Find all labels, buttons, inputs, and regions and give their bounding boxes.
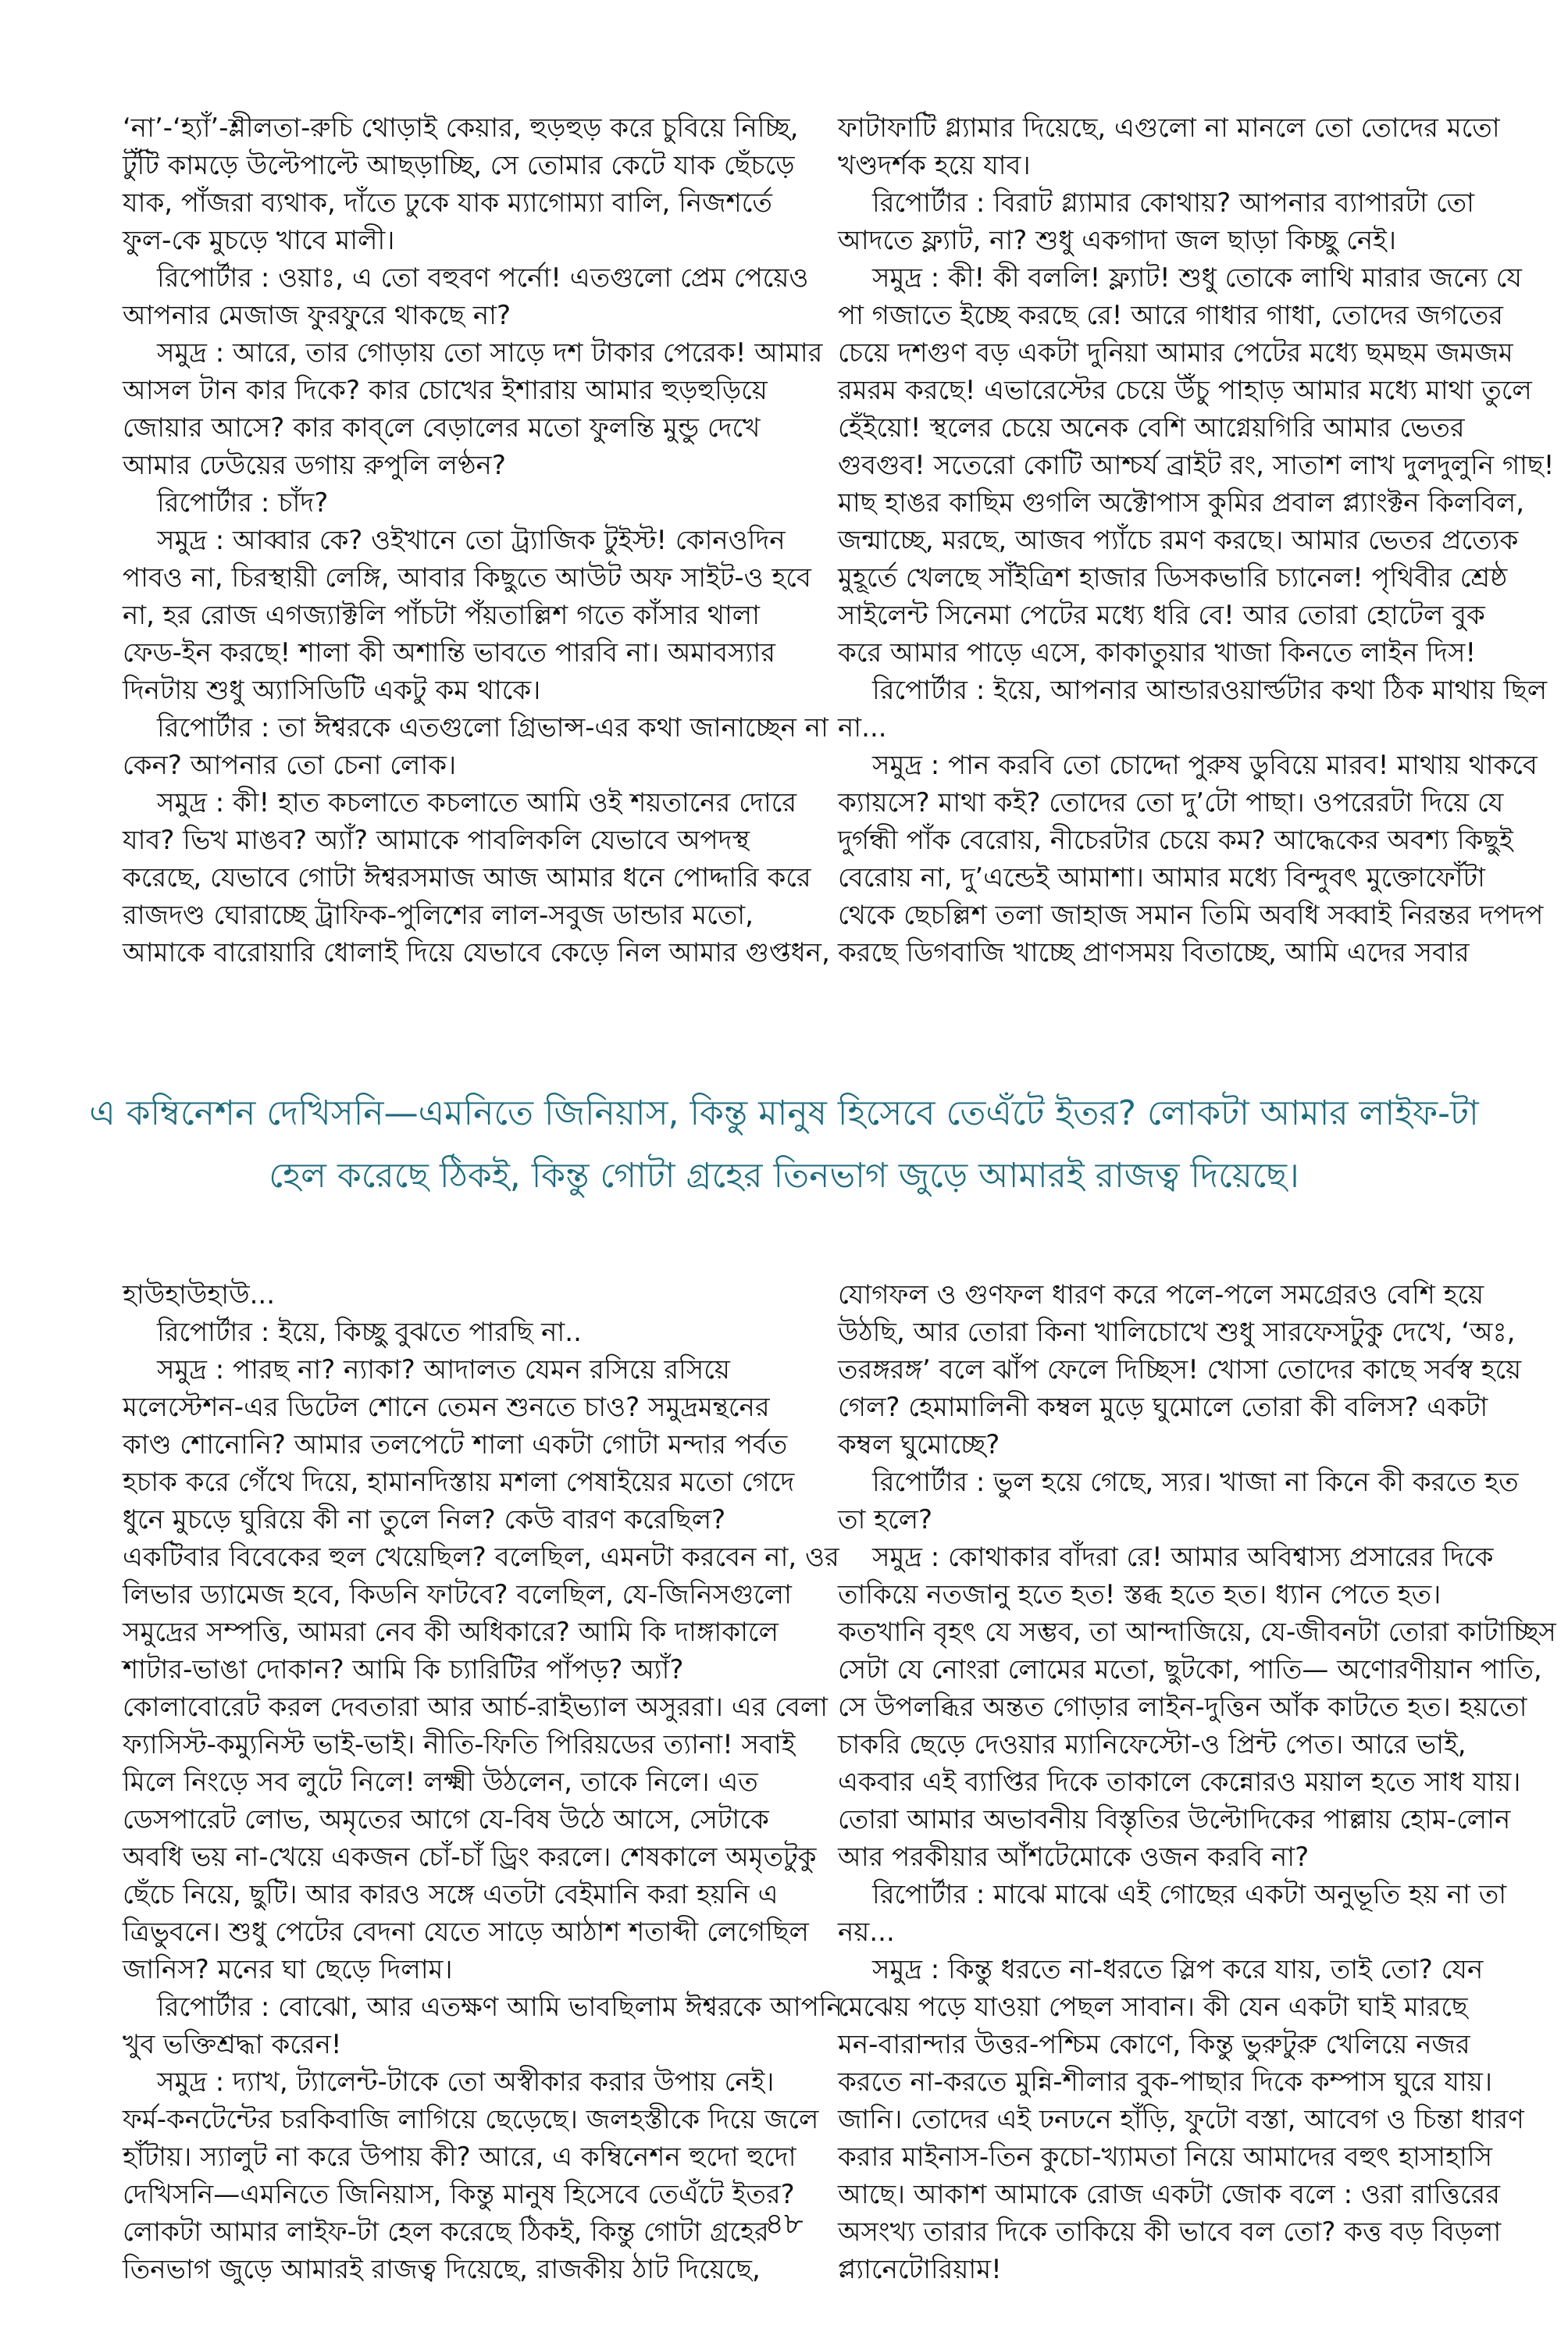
text-line: তিনভাগ জুড়ে আমারই রাজত্ব দিয়েছে, রাজকীয় ঠাট দিয়েছে,	[123, 2254, 761, 2285]
text-line: করে আমার পাড়ে এসে, কাকাতুয়ার খাজা কিনতে লাইন দিস!	[838, 637, 1477, 669]
text-line: ফেড-ইন করছে! শালা কী অশান্তি ভাবতে পারবি না। অমাবস্যার	[123, 637, 775, 669]
text-line: লিভার ড্যামেজ হবে, কিডনি ফাটবে? বলেছিল, যে-জিনিসগুলো	[123, 1579, 792, 1610]
text-line: তা হলে?	[838, 1504, 933, 1535]
text-line: রিপোর্টার : ওয়াঃ, এ তো বহুবণ পর্নো! এতগুলো প্রেম পেয়েও	[157, 262, 809, 294]
text-line: মাছ হাঙর কাছিম গুগলি অক্টোপাস কুমির প্রবাল প্ল্যাংক্টন কিলবিল,	[838, 487, 1525, 519]
text-line: কেন? আপনার তো চেনা লোক।	[123, 750, 457, 781]
text-line: করেছে, যেভাবে গোটা ঈশ্বরসমাজ আজ আমার ধনে পোদ্দারি করে	[123, 862, 811, 893]
text-line: ছেঁচে নিয়ে, ছুটি। আর কারও সঙ্গে এতটা বেইমানি করা হয়নি এ	[123, 1879, 779, 1910]
text-line: খুব ভক্তিশ্রদ্ধা করেন!	[123, 2029, 342, 2060]
top-text-section	[0, 109, 1568, 972]
text-line: জানিস? মনের ঘা ছেড়ে দিলাম।	[123, 1954, 453, 1985]
text-line: সমুদ্র : কিন্তু ধরতে না-ধরতে স্লিপ করে যায়, তাই তো? যেন	[872, 1954, 1484, 1985]
text-line: রমরম করছে! এভারেস্টের চেয়ে উঁচু পাহাড় আমার মধ্যে মাথা তুলে	[838, 375, 1532, 406]
text-line: টুঁটি কামড়ে উল্টেপাল্টে আছড়াচ্ছি, সে তোমার কেটে যাক ছেঁচড়ে	[123, 150, 795, 181]
text-line: দিনটায় শুধু অ্যাসিডিটি একটু কম থাকে।	[123, 675, 541, 706]
text-line: মন-বারান্দার উত্তর-পশ্চিম কোণে, কিন্তু ভুরুটুরু খেলিয়ে নজর	[838, 2029, 1470, 2060]
text-line: পাবও না, চিরস্থায়ী লেঙ্গি, আবার কিছুতে আউট অফ সাইট-ও হবে	[123, 562, 811, 594]
text-line: রিপোর্টার : ভুল হয়ে গেছে, স্যর। খাজা না কিনে কী করতে হত	[872, 1467, 1519, 1498]
text-line: আদতে ফ্ল্যাট, না? শুধু একগাদা জল ছাড়া কিচ্ছু নেই।	[838, 225, 1396, 256]
text-line: রিপোর্টার : বোঝো, আর এতক্ষণ আমি ভাবছিলাম ঈশ্বরকে আপনি	[157, 1992, 843, 2023]
text-line: একবার এই ব্যাপ্তির দিকে তাকালে কেন্নোরও ময়াল হতে সাধ যায়।	[838, 1767, 1521, 1798]
text-line: গুবগুব! সতেরো কোটি আশ্চর্য ব্রাইট রং, সাতাশ লাখ দুলদুলুনি গাছ!	[838, 450, 1555, 481]
text-line: জন্মাচ্ছে, মরছে, আজব প্যাঁচে রমণ করছে। আমার ভেতর প্রত্যেক	[838, 525, 1519, 556]
pull-quote	[0, 1082, 1568, 1207]
text-line: করতে না-করতে মুন্নি-শীলার বুক-পাছার দিকে কম্পাস ঘুরে যায়।	[838, 2067, 1493, 2098]
text-line: আছে। আকাশ আমাকে রোজ একটা জোক বলে : ওরা রাত্তিরের	[838, 2179, 1500, 2210]
text-line: কতখানি বৃহৎ যে সম্ভব, তা আন্দাজিয়ে, যে-জীবনটা তোরা কাটাচ্ছিস	[838, 1617, 1556, 1648]
text-line: তোরা আমার অভাবনীয় বিস্তৃতির উল্টোদিকের পাল্লায় হোম-লোন	[838, 1804, 1511, 1835]
text-line: তাকিয়ে নতজানু হতে হত! স্তব্ধ হতে হত। ধ্যান পেতে হত।	[838, 1579, 1441, 1610]
text-line: মেঝেয় পড়ে যাওয়া পেছল সাবান। কী যেন একটা ঘাই মারছে	[838, 1992, 1468, 2023]
text-line: শাটার-ভাঙা দোকান? আমি কি চ্যারিটির পাঁপড়? অ্যাঁ?	[123, 1654, 684, 1685]
text-line: কাণ্ড শোনোনি? আমার তলপেটে শালা একটা গোটা মন্দার পর্বত	[123, 1429, 788, 1460]
text-line: ফাটাফাটি গ্ল্যামার দিয়েছে, এগুলো না মানলে তো তোদের মতো	[838, 112, 1500, 144]
text-line: হচাক করে গেঁথে দিয়ে, হামানদিস্তায় মশলা পেষাইয়ের মতো গেদে	[123, 1467, 795, 1498]
text-line: উঠছি, আর তোরা কিনা খালিচোখে শুধু সারফেসটুকু দেখে, ‘অঃ,	[838, 1317, 1516, 1348]
text-line: গেল? হেমামালিনী কম্বল মুড়ে ঘুমোলে তোরা কী বলিস? একটা	[838, 1392, 1488, 1423]
text-line: কোলাবোরেট করল দেবতারা আর আর্চ-রাইভ্যাল অসুররা। এর বেলা	[123, 1692, 829, 1723]
text-line: মুহূর্তে খেলছে সাঁইত্রিশ হাজার ডিসকভারি চ্যানেল! পৃথিবীর শ্রেষ্ঠ	[838, 562, 1508, 594]
text-line: চাকরি ছেড়ে দেওয়ার ম্যানিফেস্টো-ও প্রিন্ট পেত। আরে ভাই,	[838, 1729, 1466, 1760]
text-line: আমার ঢেউয়ের ডগায় রুপুলি লণ্ঠন?	[123, 450, 506, 481]
text-line: মিলে নিংড়ে সব লুটে নিলে! লক্ষ্মী উঠলেন, তাকে নিলে। এত	[123, 1767, 758, 1798]
text-line: না, হর রোজ এগজ্যাক্টলি পাঁচটা পঁয়তাল্লিশ গতে কাঁসার থালা	[123, 600, 760, 631]
text-line: সাইলেন্ট সিনেমা পেটের মধ্যে ধরি বে! আর তোরা হোটেল বুক	[838, 600, 1485, 631]
page-number: ৪৮	[764, 2206, 804, 2241]
text-line: জানি। তোদের এই ঢনঢনে হাঁড়ি, ফুটো বস্তা, আবেগ ও চিন্তা ধারণ	[838, 2104, 1524, 2135]
text-line: সমুদ্র : পান করবি তো চোদ্দো পুরুষ ডুবিয়ে মারব! মাথায় থাকবে	[872, 750, 1538, 781]
text-line: রাজদণ্ড ঘোরাচ্ছে ট্রাফিক-পুলিশের লাল-সবুজ ডান্ডার মতো,	[123, 900, 754, 931]
text-line: থেকে ছেচল্লিশ তলা জাহাজ সমান তিমি অবধি সব্বাই নিরন্তর দপদপ	[838, 900, 1544, 931]
text-line: না...	[838, 712, 887, 744]
text-line: ফুল-কে মুচড়ে খাবে মালী।	[123, 225, 395, 256]
text-line: করছে ডিগবাজি খাচ্ছে প্রাণসময় বিতাচ্ছে, আমি এদের সবার	[838, 937, 1470, 968]
text-line: রিপোর্টার : বিরাট গ্ল্যামার কোথায়? আপনার ব্যাপারটা তো	[872, 187, 1475, 219]
text-line: হাঁটায়। স্যালুট না করে উপায় কী? আরে, এ কম্বিনেশন হুদো হুদো	[123, 2141, 796, 2173]
text-line: আমাকে বারোয়ারি ধোলাই দিয়ে যেভাবে কেড়ে নিল আমার গুপ্তধন,	[123, 937, 830, 968]
top-left-column	[123, 109, 830, 972]
text-line: যাক, পাঁজরা ব্যথাক, দাঁতে ঢুকে যাক ম্যাগোম্যা বালি, নিজশর্তে	[123, 187, 772, 219]
text-line: বেরোয় না, দু’এন্ডেই আমাশা। আমার মধ্যে বিন্দুবৎ মুক্তোফোঁটা	[838, 862, 1485, 893]
text-line: অসংখ্য তারার দিকে তাকিয়ে কী ভাবে বল তো? কত্ত বড় বিড়লা	[838, 2216, 1502, 2248]
text-line: খণ্ডদর্শক হয়ে যাব।	[838, 150, 1031, 181]
bottom-right-column	[838, 1276, 1556, 2288]
text-line: পা গজাতে ইচ্ছে করছে রে! আরে গাধার গাধা, তোদের জগতের	[838, 300, 1503, 331]
text-line: সমুদ্র : আরে, তার গোড়ায় তো সাড়ে দশ টাকার পেরেক! আমার	[157, 337, 823, 369]
top-right-column	[838, 109, 1555, 972]
text-line: সমুদ্র : দ্যাখ, ট্যালেন্ট-টাকে তো অস্বীকার করার উপায় নেই।	[157, 2067, 775, 2098]
text-line: চেয়ে দশগুণ বড় একটা দুনিয়া আমার পেটের মধ্যে ছমছম জমজম	[838, 337, 1513, 369]
text-line: এ কম্বিনেশন দেখিসনি—এমনিতে জিনিয়াস, কিন্তু মানুষ হিসেবে তেএঁটে ইতর? লোকটা আমার লাইফ-টা	[89, 1093, 1479, 1133]
text-line: সমুদ্র : কী! কী বললি! ফ্ল্যাট! শুধু তোকে লাথি মারার জন্যে যে	[872, 262, 1522, 294]
text-line: রিপোর্টার : ইয়ে, আপনার আন্ডারওয়ার্ল্ডটার কথা ঠিক মাথায় ছিল	[872, 675, 1548, 706]
text-line: জোয়ার আসে? কার কাব্‌লে বেড়ালের মতো ফুলন্তি মুন্ডু দেখে	[123, 412, 761, 444]
text-line: প্ল্যানেটোরিয়াম!	[838, 2254, 1002, 2285]
text-line: ধুনে মুচড়ে ঘুরিয়ে কী না তুলে নিল? কেউ বারণ করেছিল?	[123, 1504, 726, 1535]
text-line: ক্যায়সে? মাথা কই? তোদের তো দু’টো পাছা। ওপরেরটা দিয়ে যে	[838, 787, 1504, 818]
text-line: সমুদ্রের সম্পত্তি, আমরা নেব কী অধিকারে? আমি কি দাঙ্গাকালে	[123, 1617, 779, 1648]
text-line: আর পরকীয়ার আঁশটেমোকে ওজন করবি না?	[838, 1842, 1310, 1873]
text-line: সমুদ্র : পারছ না? ন্যাকা? আদালত যেমন রসিয়ে রসিয়ে	[157, 1354, 730, 1385]
text-line: মলেস্টেশন-এর ডিটেল শোনে তেমন শুনতে চাও? সমুদ্রমন্থনের	[123, 1392, 770, 1423]
text-line: আসল টান কার দিকে? কার চোখের ইশারায় আমার হুড়হুড়িয়ে	[123, 375, 768, 406]
text-line: ডেসপারেট লোভ, অমৃতের আগে যে-বিষ উঠে আসে, সেটাকে	[123, 1804, 769, 1835]
text-line: যাব? ভিখ মাঙব? অ্যাঁ? আমাকে পাবলিকলি যেভাবে অপদস্থ	[123, 825, 750, 856]
text-line: সমুদ্র : আব্বার কে? ওইখানে তো ট্র্যাজিক টুইস্ট! কোনওদিন	[157, 525, 786, 556]
text-line: কম্বল ঘুমোচ্ছে?	[838, 1429, 1000, 1460]
text-line: দেখিসনি—এমনিতে জিনিয়াস, কিন্তু মানুষ হিসেবে তেএঁটে ইতর?	[123, 2179, 795, 2210]
text-line: রিপোর্টার : মাঝে মাঝে এই গোছের একটা অনুভূতি হয় না তা	[872, 1879, 1507, 1910]
text-line: একটিবার বিবেকের হুল খেয়েছিল? বলেছিল, এমনটা করবেন না, ওর	[123, 1542, 839, 1573]
text-line: হেল করেছে ঠিকই, কিন্তু গোটা গ্রহের তিনভাগ জুড়ে আমারই রাজত্ব দিয়েছে।	[269, 1156, 1299, 1196]
text-line: লোকটা আমার লাইফ-টা হেল করেছে ঠিকই, কিন্তু গোটা গ্রহের	[123, 2216, 769, 2248]
text-line: ত্রিভুবনে। শুধু পেটের বেদনা যেতে সাড়ে আঠাশ শতাব্দী লেগেছিল	[123, 1917, 809, 1948]
text-line: সমুদ্র : কী! হাত কচলাতে কচলাতে আমি ওই শয়তানের দোরে	[157, 787, 797, 818]
text-line: যোগফল ও গুণফল ধারণ করে পলে-পলে সমগ্রেরও বেশি হয়ে	[838, 1279, 1484, 1311]
text-line: ‘না’-‘হ্যাঁ’-শ্লীলতা-রুচি থোড়াই কেয়ার, হুড়হুড় করে চুবিয়ে নিচ্ছি,	[123, 112, 799, 144]
text-line: দুর্গন্ধী পাঁক বেরোয়, নীচেরটার চেয়ে কম? আদ্ধেকের অবশ্য কিছুই	[838, 825, 1513, 856]
text-line: সেটা যে নোংরা লোমের মতো, ছুটকো, পাতি— অণোরণীয়ান পাতি,	[838, 1654, 1542, 1685]
text-line: সে উপলব্ধির অন্তত গোড়ার লাইন-দুত্তিন আঁক কাটতে হত। হয়তো	[838, 1692, 1527, 1723]
text-line: করার মাইনাস-তিন কুচো-খ্যামতা নিয়ে আমাদের বহুৎ হাসাহাসি	[838, 2141, 1493, 2173]
text-line: আপনার মেজাজ ফুরফুরে থাকছে না?	[123, 300, 511, 331]
text-line: অবধি ভয় না-খেয়ে একজন চোঁ-চাঁ ড্রিং করলে। শেষকালে অমৃতটুকু	[123, 1842, 817, 1873]
text-line: ফর্ম-কনটেন্টের চরকিবাজি লাগিয়ে ছেড়েছে। জলহস্তীকে দিয়ে জলে	[123, 2104, 819, 2135]
text-line: নয়...	[838, 1917, 895, 1948]
bottom-text-section	[0, 1276, 1568, 2288]
text-line: হেঁইয়ো! স্থলের চেয়ে অনেক বেশি আগ্নেয়গিরি আমার ভেতর	[838, 412, 1465, 444]
text-line: ফ্যাসিস্ট-কম্যুনিস্ট ভাই-ভাই। নীতি-ফিতি পিরিয়ডের ত্যানা! সবাই	[123, 1729, 796, 1760]
text-line: রিপোর্টার : তা ঈশ্বরকে এতগুলো গ্রিভান্স-এর কথা জানাচ্ছেন না	[157, 712, 829, 744]
text-line: রিপোর্টার : চাঁদ?	[157, 487, 329, 519]
text-line: সমুদ্র : কোথাকার বাঁদরা রে! আমার অবিশ্বাস্য প্রসারের দিকে	[872, 1542, 1494, 1573]
text-line: রিপোর্টার : ইয়ে, কিচ্ছু বুঝতে পারছি না..	[157, 1317, 582, 1348]
text-line: তরঙ্গরঙ্গ’ বলে ঝাঁপ ফেলে দিচ্ছিস! খোসা তোদের কাছে সর্বস্ব হয়ে	[838, 1354, 1522, 1385]
text-line: হাউহাউহাউ...	[123, 1279, 276, 1311]
